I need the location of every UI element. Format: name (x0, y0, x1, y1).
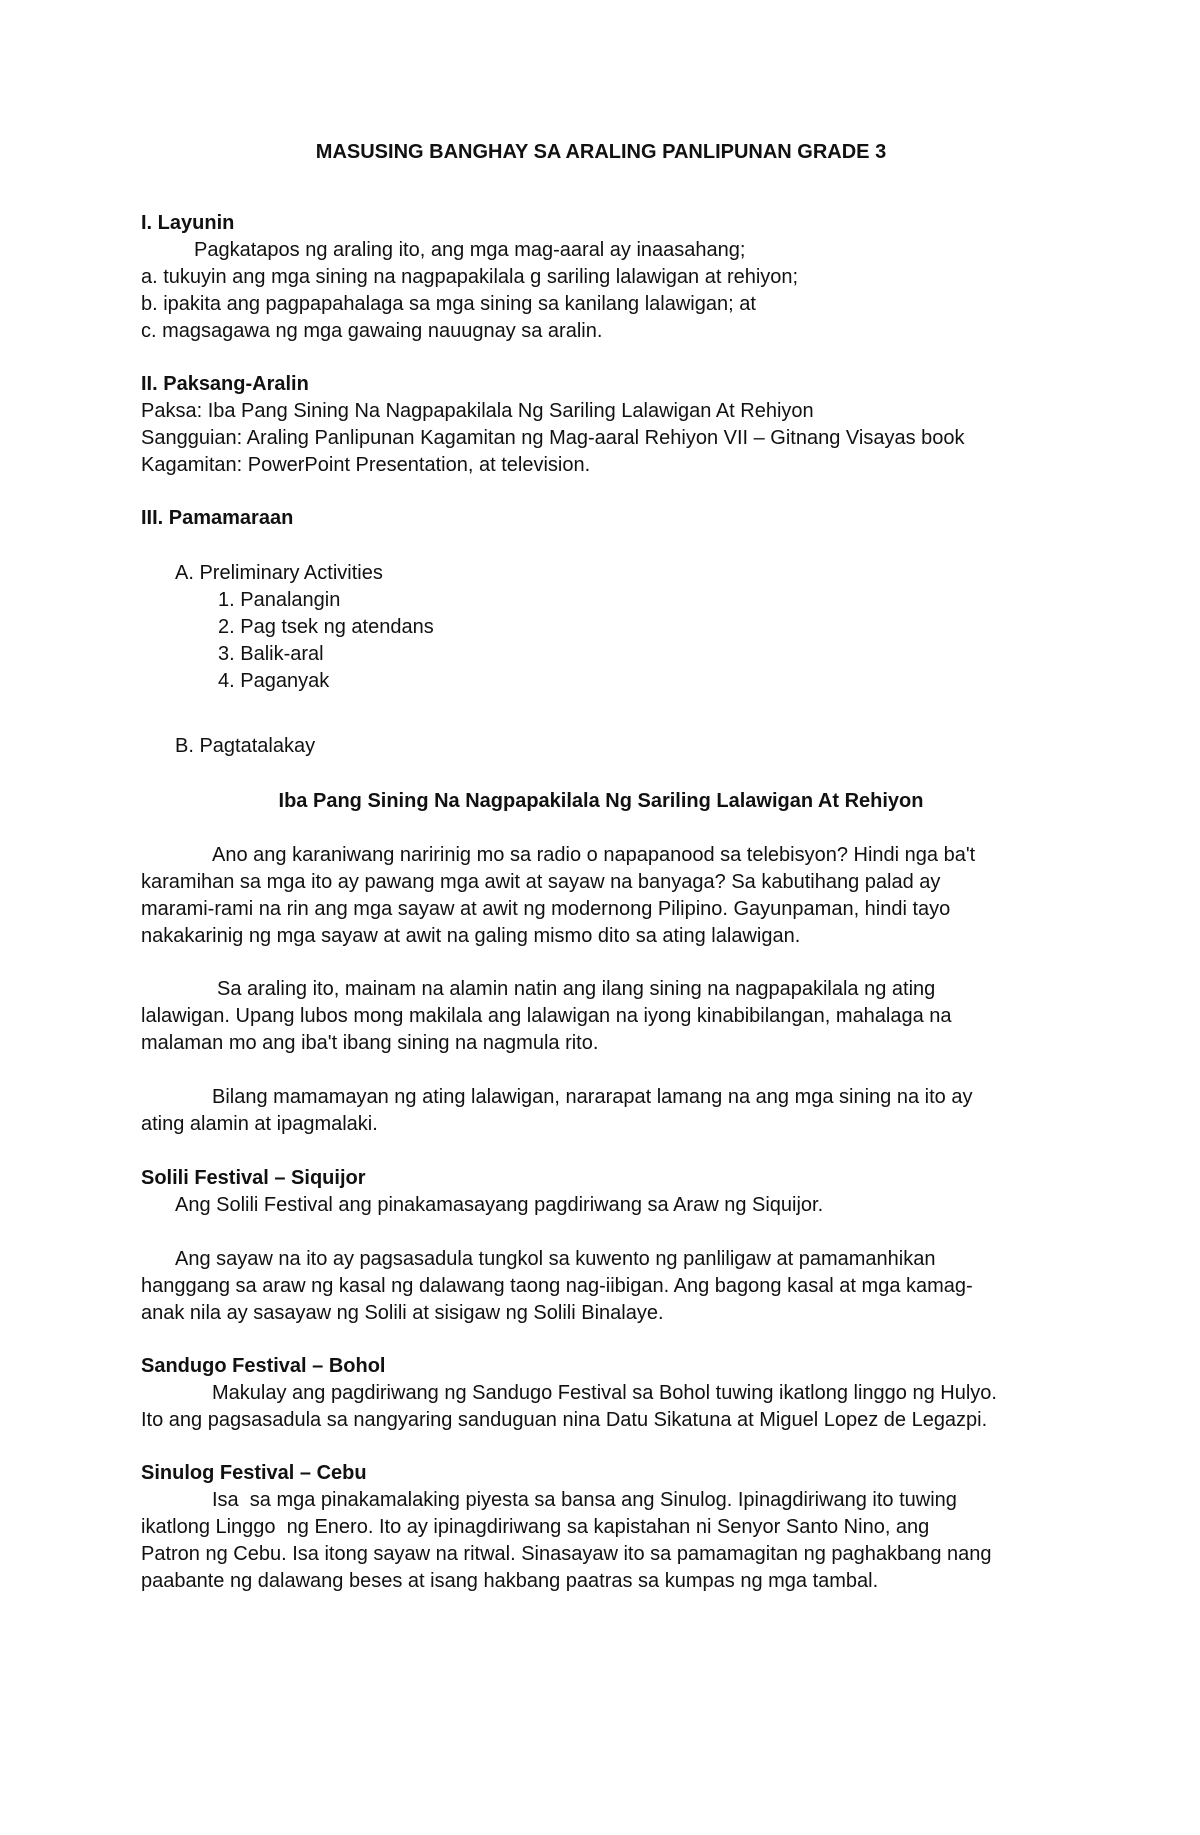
document-title: MASUSING BANGHAY SA ARALING PANLIPUNAN GRADE 3 (315, 141, 887, 163)
activity-item: 1. Panalangin (218, 589, 341, 611)
lesson-title: Iba Pang Sining Na Nagpapakilala Ng Sariling Lalawigan At Rehiyon (278, 790, 924, 812)
paragraph-line: Isa sa mga pinakamalaking piyesta sa bansa ang Sinulog. Ipinagdiriwang ito tuwing (212, 1489, 957, 1511)
layunin-item-c: c. magsagawa ng mga gawaing nauugnay sa aralin. (141, 320, 603, 342)
paragraph-line: Ano ang karaniwang naririnig mo sa radio o napapanood sa telebisyon? Hindi nga ba't (212, 844, 976, 866)
solili-intro: Ang Solili Festival ang pinakamasayang pagdiriwang sa Araw ng Siquijor. (175, 1194, 824, 1216)
layunin-intro: Pagkatapos ng araling ito, ang mga mag-aaral ay inaasahang; (194, 239, 746, 261)
sangguian-line: Sangguian: Araling Panlipunan Kagamitan ng Mag-aaral Rehiyon VII – Gitnang Visayas book (141, 427, 965, 449)
kagamitan-line: Kagamitan: PowerPoint Presentation, at television. (141, 454, 591, 476)
paragraph-line: nakakarinig ng mga sayaw at awit na galing mismo dito sa ating lalawigan. (141, 925, 801, 947)
paragraph-line: Bilang mamamayan ng ating lalawigan, nararapat lamang na ang mga sining na ito ay (212, 1086, 973, 1108)
paragraph-line: Patron ng Cebu. Isa itong sayaw na ritwal. Sinasayaw ito sa pamamagitan ng paghakbang nang (141, 1543, 992, 1565)
paragraph-line: anak nila ay sasayaw ng Solili at sisigaw ng Solili Binalaye. (141, 1302, 664, 1324)
paragraph-line: Sa araling ito, mainam na alamin natin ang ilang sining na nagpapakilala ng ating (217, 978, 936, 1000)
paksang-aralin-heading: II. Paksang-Aralin (141, 373, 309, 395)
paragraph-line: Ang sayaw na ito ay pagsasadula tungkol sa kuwento ng panliligaw at pamamanhikan (175, 1248, 936, 1270)
pamamaraan-heading: III. Pamamaraan (141, 507, 294, 529)
paragraph-line: Ito ang pagsasadula sa nangyaring sanduguan nina Datu Sikatuna at Miguel Lopez de Legazpi. (141, 1409, 988, 1431)
paragraph-line: ating alamin at ipagmalaki. (141, 1113, 378, 1135)
activity-item: 4. Paganyak (218, 670, 330, 692)
layunin-heading: I. Layunin (141, 212, 235, 234)
pagtatalakay-heading: B. Pagtatalakay (175, 735, 316, 757)
layunin-item-b: b. ipakita ang pagpapahalaga sa mga sining sa kanilang lalawigan; at (141, 293, 756, 315)
paragraph-line: ikatlong Linggo ng Enero. Ito ay ipinagdiriwang sa kapistahan ni Senyor Santo Nino, ang (141, 1516, 930, 1538)
paragraph-line: hanggang sa araw ng kasal ng dalawang taong nag-iibigan. Ang bagong kasal at mga kamag- (141, 1275, 973, 1297)
activity-item: 2. Pag tsek ng atendans (218, 616, 434, 638)
paragraph-line: karamihan sa mga ito ay pawang mga awit at sayaw na banyaga? Sa kabutihang palad ay (141, 871, 941, 893)
paragraph-line: marami-rami na rin ang mga sayaw at awit ng modernong Pilipino. Gayunpaman, hindi tayo (141, 898, 951, 920)
sandugo-festival-heading: Sandugo Festival – Bohol (141, 1355, 386, 1377)
paragraph-line: paabante ng dalawang beses at isang hakbang paatras sa kumpas ng mga tambal. (141, 1570, 879, 1592)
paragraph-line: malaman mo ang iba't ibang sining na nagmula rito. (141, 1032, 599, 1054)
paragraph-line: lalawigan. Upang lubos mong makilala ang lalawigan na iyong kinabibilangan, mahalaga na (141, 1005, 952, 1027)
activity-item: 3. Balik-aral (218, 643, 324, 665)
solili-festival-heading: Solili Festival – Siquijor (141, 1167, 366, 1189)
sinulog-festival-heading: Sinulog Festival – Cebu (141, 1462, 367, 1484)
preliminary-activities-heading: A. Preliminary Activities (175, 562, 383, 584)
paragraph-line: Makulay ang pagdiriwang ng Sandugo Festival sa Bohol tuwing ikatlong linggo ng Hulyo. (212, 1382, 997, 1404)
paksa-line: Paksa: Iba Pang Sining Na Nagpapakilala Ng Sariling Lalawigan At Rehiyon (141, 400, 814, 422)
layunin-item-a: a. tukuyin ang mga sining na nagpapakilala g sariling lalawigan at rehiyon; (141, 266, 799, 288)
